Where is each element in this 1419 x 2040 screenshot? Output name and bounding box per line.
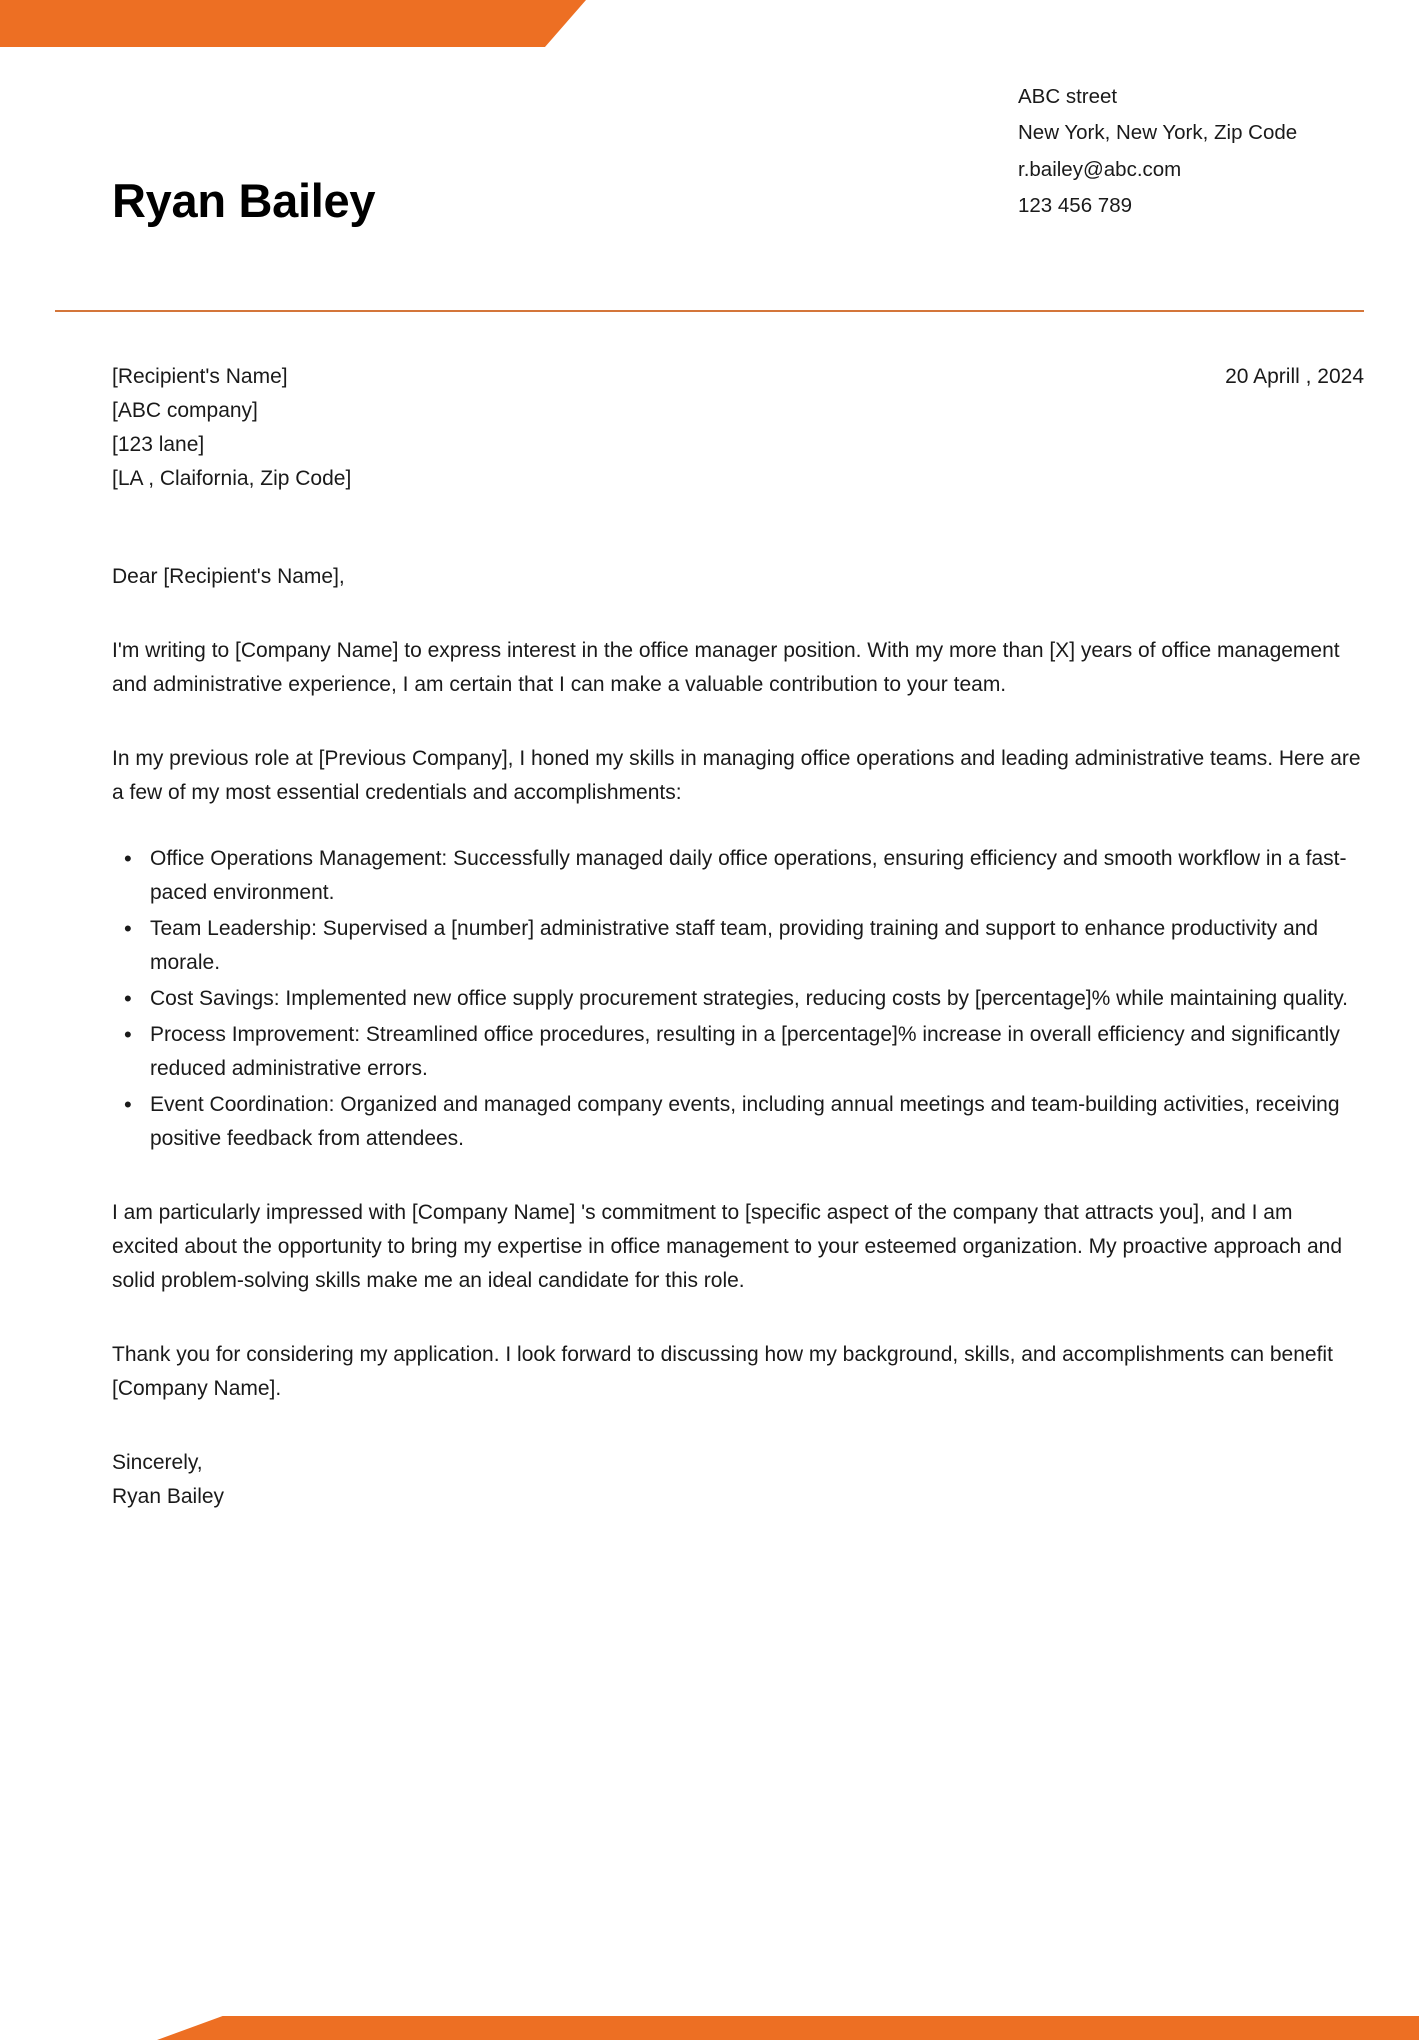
top-accent-banner [0,0,586,47]
sender-city-state-zip: New York, New York, Zip Code [1018,121,1298,145]
paragraph-1: I'm writing to [Company Name] to express interest in the office manager position. With my more than [X] years of office management and administrative experience, I am certain that I can make a valuable contribution to your team. [112,639,1340,697]
header-divider [55,310,1364,312]
letterhead [0,47,1419,312]
closing-line: Sincerely, [112,1451,203,1475]
list-item: • Office Operations Management: Successfully managed daily office operations, ensuring efficiency and smooth workflow in a fast-paced environment. [150,842,1364,910]
credentials-list [112,842,1364,1156]
bottom-accent-banner [157,2016,1419,2040]
address-date-row [112,360,1364,496]
recipient-street: [123 lane] [112,433,205,457]
paragraph-3: I am particularly impressed with [Company Name] 's commitment to [specific aspect of the company that attracts you], and I am excited about the opportunity to bring my expertise in office management to your esteemed organization. My proactive approach and solid problem-solving skills make me an ideal candidate for this role. [112,1201,1342,1293]
list-item: • Event Coordination: Organized and managed company events, including annual meetings and team-building activities, receiving positive feedback from attendees. [150,1088,1364,1156]
sender-street: ABC street [1018,85,1118,108]
paragraph-4: Thank you for considering my application. I look forward to discussing how my background, skills, and accomplishments can benefit [Company Name]. [112,1343,1333,1401]
list-item: • Team Leadership: Supervised a [number] administrative staff team, providing training and support to enhance productivity and morale. [150,912,1364,980]
letter-body [112,360,1364,1514]
signature-name: Ryan Bailey [112,1485,225,1509]
signoff-block [112,1446,1364,1514]
list-item: • Process Improvement: Streamlined office procedures, resulting in a [percentage]% increase in overall efficiency and significantly reduced administrative errors. [150,1018,1364,1086]
list-item: • Cost Savings: Implemented new office supply procurement strategies, reducing costs by [percentage]% while maintaining quality. [150,982,1364,1016]
recipient-city-state-zip: [LA , Claifornia, Zip Code] [112,467,352,491]
sender-phone: 123 456 789 [1018,194,1133,218]
recipient-company: [ABC company] [112,399,258,423]
letter-date: 20 Aprill , 2024 [1225,365,1364,388]
paragraph-2: In my previous role at [Previous Company], I honed my skills in managing office operations and leading administrative teams. Here are a few of my most essential credentials and accomplishments: [112,747,1361,805]
sender-email: r.bailey@abc.com [1018,157,1182,181]
sender-contact-block [1018,79,1419,225]
recipient-name: [Recipient's Name] [112,365,288,388]
page-title: Ryan Bailey [112,174,376,227]
recipient-block [112,360,1364,496]
salutation: Dear [Recipient's Name], [112,565,345,589]
